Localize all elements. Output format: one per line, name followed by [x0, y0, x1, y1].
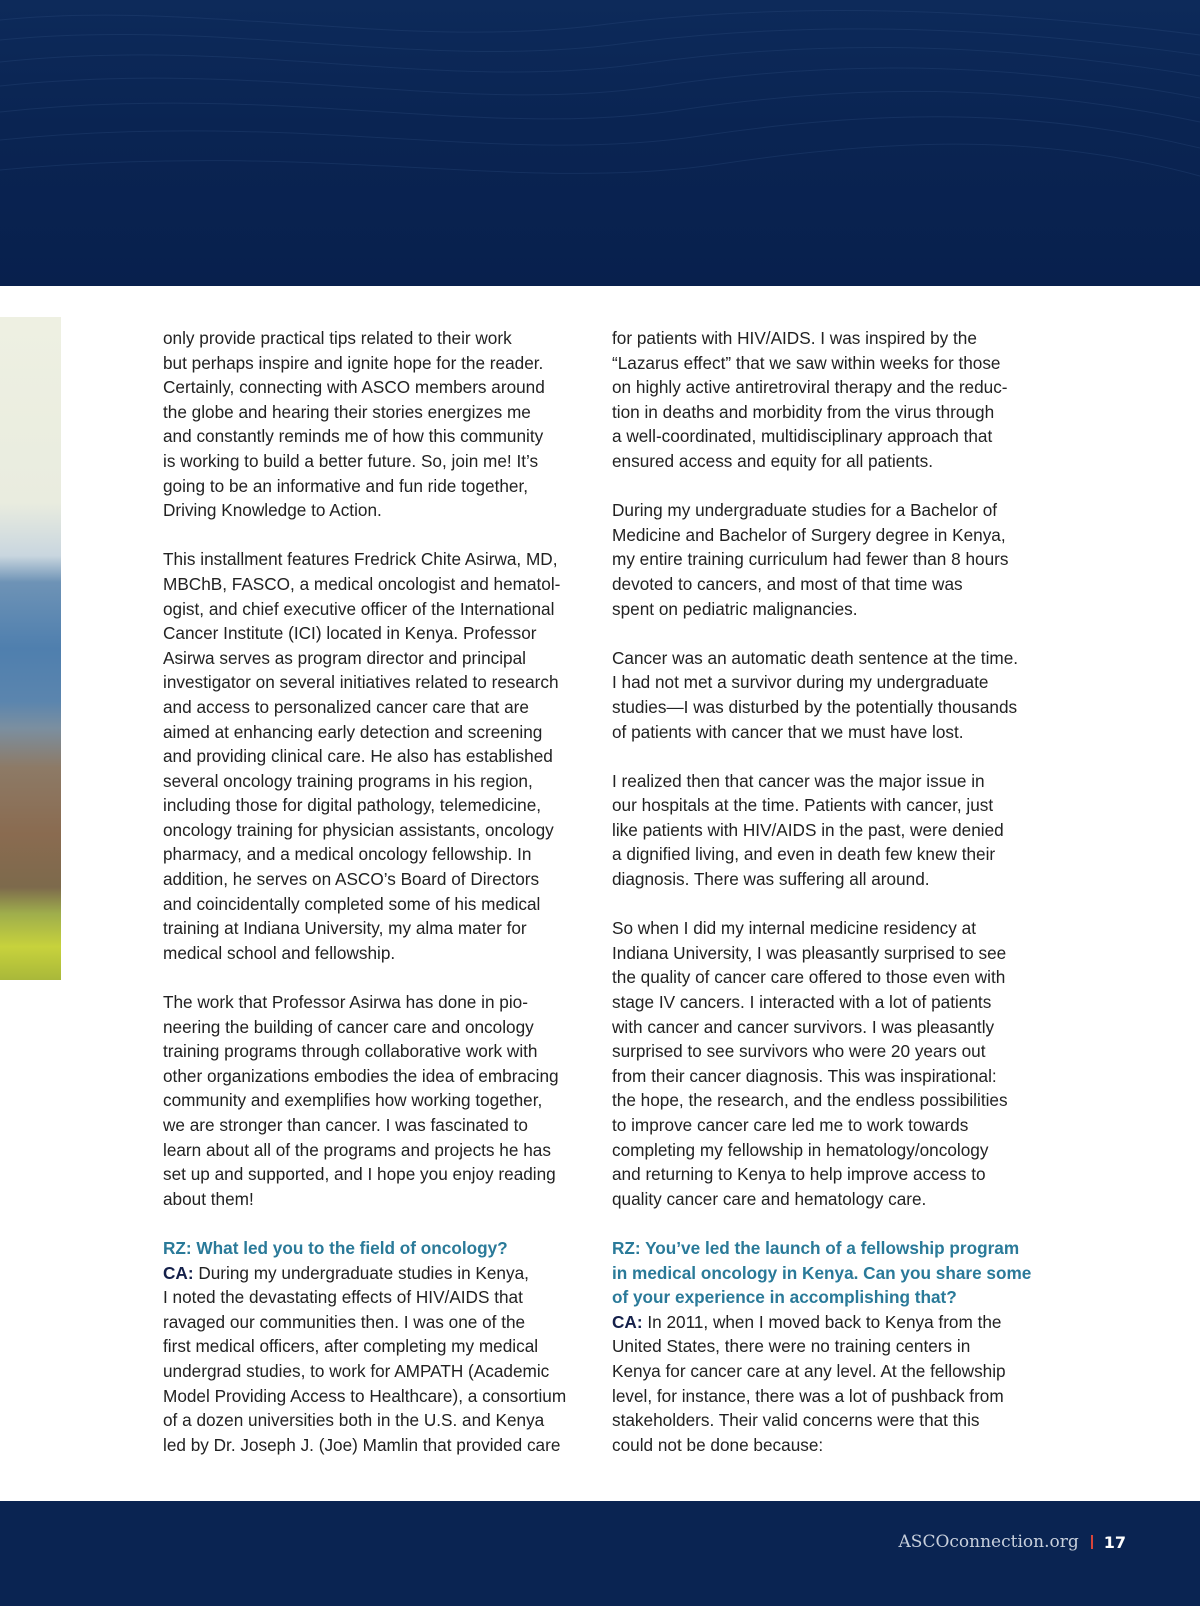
- paragraph: for patients with HIV/AIDS. I was inspired by the “Lazarus effect” that we saw within weeks for those on highly active antiretroviral therapy and the reduc- tion in deaths and morbidity from the virus through a well-coordinated, multidisciplinary approach that ensured access and equity for all patients.: [612, 328, 1008, 471]
- answer-speaker: CA:: [612, 1311, 643, 1332]
- paragraph: The work that Professor Asirwa has done in pio- neering the building of cancer care and oncology training programs through collaborative work with other organizations embodies the idea of embracing community and exemplifies how working together, we are stronger than cancer. I was fascinated to learn about all of the programs and projects he has set up and supported, and I hope you enjoy reading about them!: [163, 992, 559, 1209]
- interview-qa: [163, 1236, 593, 1457]
- interview-answer: During my undergraduate studies in Kenya, I noted the devastating effects of HIV/AIDS that ravaged our communities then. I was one of the first medical officers, after completing my medical undergrad studies, to work for AMPATH (Academic Model Providing Access to Healthcare), a consortium of a dozen universities both in the U.S. and Kenya led by Dr. Joseph J. (Joe) Mamlin that provided care: [163, 1262, 567, 1455]
- paragraph: During my undergraduate studies for a Bachelor of Medicine and Bachelor of Surgery degree in Kenya, my entire training curriculum had fewer than 8 hours devoted to cancers, and most of that time was spent on pediatric malignancies.: [612, 500, 1009, 619]
- interview-qa: [612, 1236, 1042, 1457]
- paragraph: This installment features Fredrick Chite Asirwa, MD, MBChB, FASCO, a medical oncologist and hematol- ogist, and chief executive officer of the International Cancer Institute (ICI) located in Kenya. Professor Asirwa serves as program director and principal investigator on several initiatives related to research and access to personalized cancer care that are aimed at enhancing early detection and screening and providing clinical care. He also has established several oncology training programs in his region, including those for digital pathology, telemedicine, oncology training for physician assistants, oncology pharmacy, and a medical oncology fellowship. In addition, he serves on ASCO’s Board of Directors and coincidentally completed some of his medical training at Indiana University, my alma mater for medical school and fellowship.: [163, 549, 561, 963]
- paragraph: Cancer was an automatic death sentence at the time. I had not met a survivor during my undergraduate studies—I was disturbed by the potentially thousands of patients with cancer that we must have lost.: [612, 647, 1019, 742]
- site-link[interactable]: ASCOconnection.org: [898, 1532, 1079, 1552]
- header-banner: [0, 0, 1200, 286]
- paragraph: I realized then that cancer was the major issue in our hospitals at the time. Patients with cancer, just like patients with HIV/AIDS in the past, were denied a dignified living, and even in death few knew their diagnosis. There was suffering all around.: [612, 770, 1004, 890]
- footer-info: [899, 1532, 1126, 1552]
- wave-pattern: [0, 0, 1200, 286]
- footer-separator: [1091, 1535, 1093, 1549]
- answer-speaker: CA:: [163, 1262, 194, 1283]
- article-column-right: [612, 326, 1042, 1457]
- photo-edge-landscape: [0, 317, 61, 980]
- paragraph: only provide practical tips related to their work but perhaps inspire and ignite hope for the reader. Certainly, connecting with ASCO members around the globe and hearing their stories energizes me and constantly reminds me of how this community is working to build a better future. So, join me! It’s going to be an informative and fun ride together, Driving Knowledge to Action.: [163, 328, 545, 521]
- footer-bar: [0, 1501, 1200, 1606]
- interview-answer: In 2011, when I moved back to Kenya from the United States, there were no training centers in Kenya for cancer care at any level. At the fellowship level, for instance, there was a lot of pushback from stakeholders. Their valid concerns were that this could not be done because:: [612, 1311, 1006, 1455]
- interview-question: RZ: What led you to the field of oncology?: [163, 1237, 508, 1258]
- article-column-left: [163, 326, 593, 1457]
- page-number: 17: [1103, 1532, 1126, 1552]
- interview-question: RZ: You’ve led the launch of a fellowship program in medical oncology in Kenya. Can you share some of your experience in accomplishing that?: [612, 1237, 1032, 1308]
- paragraph: So when I did my internal medicine residency at Indiana University, I was pleasantly surprised to see the quality of cancer care offered to those even with stage IV cancers. I interacted with a lot of patients with cancer and cancer survivors. I was pleasantly surprised to see survivors who were 20 years out from their cancer diagnosis. This was inspirational: the hope, the research, and the endless possibilities to improve cancer care led me to work towards completing my fellowship in hematology/oncology and returning to Kenya to help improve access to quality cancer care and hematology care.: [612, 918, 1008, 1209]
